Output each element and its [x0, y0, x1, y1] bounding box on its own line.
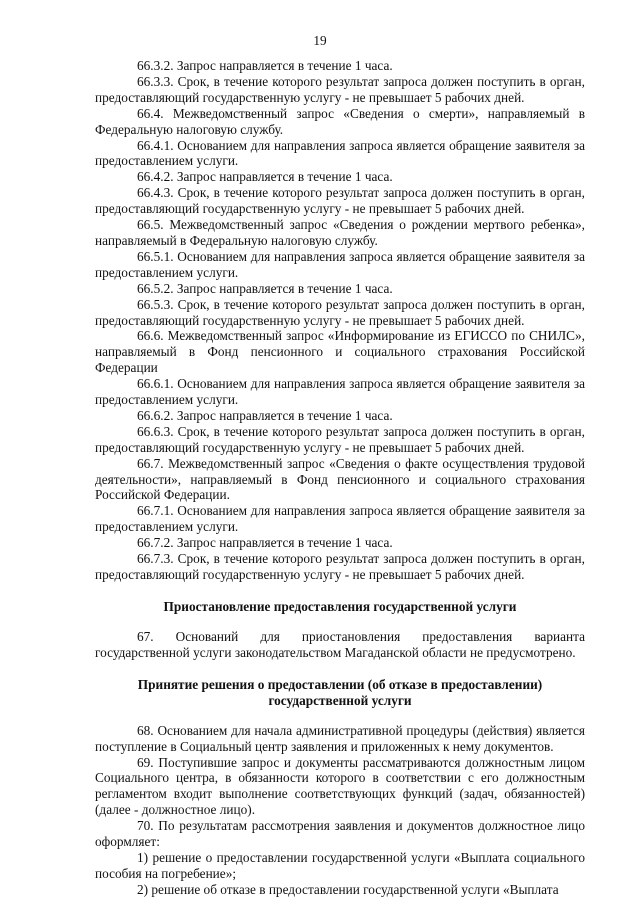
paragraph: 66.5.1. Основанием для направления запроса является обращение заявителя за предоставлением услуги.: [95, 248, 585, 280]
section-heading: Приостановление предоставления государственной услуги: [163, 598, 517, 614]
paragraph: 66.7. Межведомственный запрос «Сведения о факте осуществления трудовой деятельности», направляемый в Фонд пенсионного и социального страхования Российской Федерации.: [95, 455, 585, 503]
paragraph: 66.7.3. Срок, в течение которого результат запроса должен поступить в орган, предоставляющий государственную услугу - не превышает 5 рабочих дней.: [95, 551, 585, 582]
paragraph: 66.6.2. Запрос направляется в течение 1 часа.: [137, 407, 393, 423]
paragraph: 66.6.1. Основанием для направления запроса является обращение заявителя за предоставлением услуги.: [95, 376, 585, 408]
paragraph: 1) решение о предоставлении государственной услуги «Выплата социального пособия на погребение»;: [95, 849, 585, 881]
paragraph: 66.5.3. Срок, в течение которого результат запроса должен поступить в орган, предоставляющий государственную услугу - не превышает 5 рабочих дней.: [95, 296, 585, 328]
paragraph: 66.7.1. Основанием для направления запроса является обращение заявителя за предоставлением услуги.: [95, 503, 585, 535]
paragraph: 66.4. Межведомственный запрос «Сведения о смерти», направляемый в Федеральную налоговую службу.: [95, 105, 585, 137]
paragraph: 68. Основанием для начала административной процедуры (действия) является поступление в Социальный центр заявления и приложенных к нему документов.: [95, 722, 585, 754]
paragraph: 66.7.2. Запрос направляется в течение 1 часа.: [137, 535, 393, 551]
paragraph: 66.4.3. Срок, в течение которого результат запроса должен поступить в орган, предоставляющий государственную услугу - не превышает 5 рабочих дней.: [95, 185, 585, 217]
document-body: [95, 58, 585, 898]
paragraph: 69. Поступившие запрос и документы рассматриваются должностным лицом Социального центра, в обязанности которого в соответствии с его должностным регламентом входит выполнение соответствующих функций (задач, обязанностей) (далее - должностное лицо).: [95, 754, 585, 818]
section-heading: Принятие решения о предоставлении (об отказе в предоставлении) государственной услуги: [137, 676, 543, 708]
paragraph: 66.4.2. Запрос направляется в течение 1 часа.: [137, 169, 393, 185]
page-number: 19: [313, 33, 327, 48]
paragraph: 66.3.3. Срок, в течение которого результат запроса должен поступить в орган, предоставляющий государственную услугу - не превышает 5 рабочих дней.: [95, 73, 585, 105]
paragraph: 66.5. Межведомственный запрос «Сведения о рождении мертвого ребенка», направляемый в Федеральную налоговую службу.: [95, 217, 585, 248]
paragraph: 67. Оснований для приостановления предоставления варианта государственной услуги законодательством Магаданской области не предусмотрено.: [95, 628, 585, 660]
paragraph: 66.5.2. Запрос направляется в течение 1 часа.: [137, 280, 393, 296]
paragraph: 66.3.2. Запрос направляется в течение 1 часа.: [137, 58, 393, 73]
paragraph: 66.4.1. Основанием для направления запроса является обращение заявителя за предоставлением услуги.: [95, 137, 585, 169]
paragraph: 70. По результатам рассмотрения заявления и документов должностное лицо оформляет:: [95, 818, 585, 850]
paragraph: 2) решение об отказе в предоставлении государственной услуги «Выплата: [137, 881, 559, 897]
paragraph: 66.6. Межведомственный запрос «Информирование из ЕГИССО по СНИЛС», направляемый в Фонд пенсионного и социального страхования Российской Федерации: [95, 328, 585, 376]
paragraph: 66.6.3. Срок, в течение которого результат запроса должен поступить в орган, предоставляющий государственную услугу - не превышает 5 рабочих дней.: [95, 423, 585, 455]
